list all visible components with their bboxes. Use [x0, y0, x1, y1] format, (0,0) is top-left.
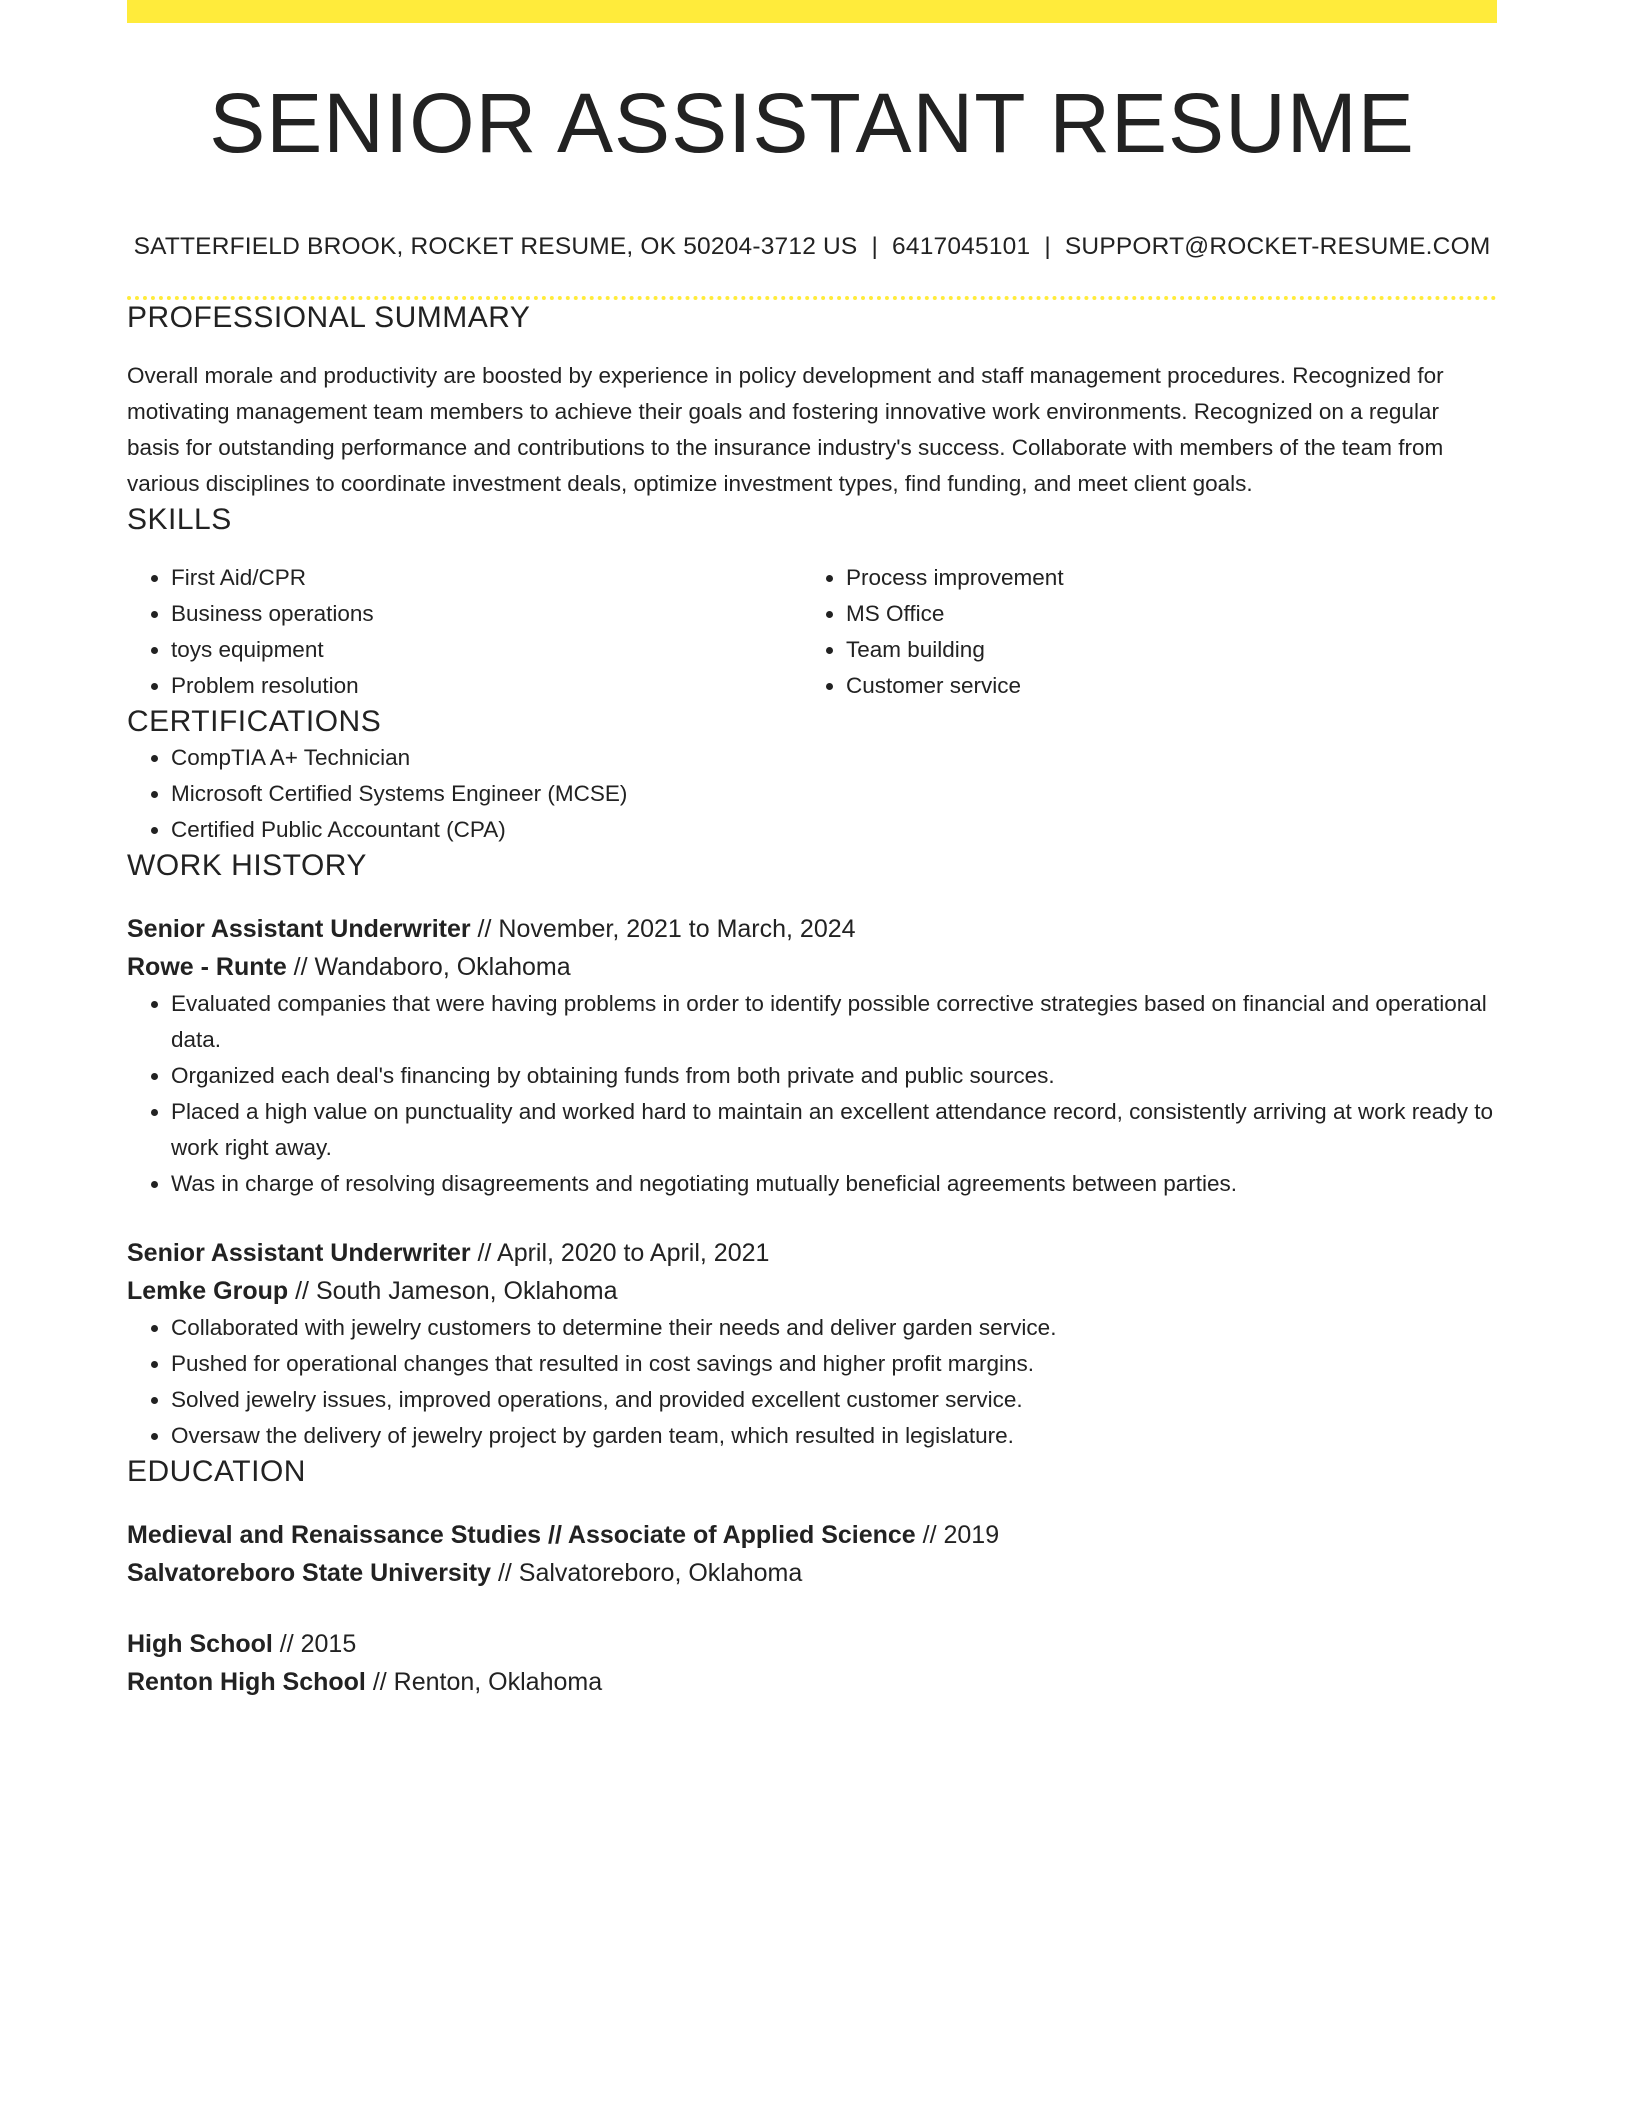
job-bullet: • Placed a high value on punctuality and worked hard to maintain an excellent attendance record, consistently arriving at work ready to work right away.	[171, 1094, 1497, 1166]
resume-page	[127, 0, 1497, 1701]
education-entry	[127, 1516, 1497, 1592]
job-company-line	[127, 1272, 1497, 1310]
job-bullet: • Organized each deal's financing by obtaining funds from both private and public sources.	[171, 1058, 1497, 1094]
job-bullets	[127, 986, 1497, 1202]
education-heading: EDUCATION	[127, 1455, 306, 1488]
skills-right-column	[802, 560, 1477, 704]
accent-bar	[127, 0, 1497, 23]
education-school-line	[127, 1663, 1497, 1701]
skill-item: • MS Office	[846, 596, 1477, 632]
summary-text: Overall morale and productivity are boosted by experience in policy development and staff management procedures. Recognized for motivating management team members to achieve their goals and fostering innovative work environments. Recognized on a regular basis for outstanding performance and contributions to the insurance industry's success. Collaborate with members of the team from various disciplines to coordinate investment deals, optimize investment types, find funding, and meet client goals.	[127, 363, 1444, 496]
job-bullets	[127, 1310, 1497, 1454]
skill-item: • Process improvement	[846, 560, 1477, 596]
page-title: SENIOR ASSISTANT RESUME	[209, 76, 1415, 170]
skills-left-column	[127, 560, 802, 704]
contact-line	[127, 233, 1497, 261]
job-bullet: • Solved jewelry issues, improved operations, and provided excellent customer service.	[171, 1382, 1497, 1418]
education-location: // Renton, Oklahoma	[365, 1668, 603, 1696]
certifications-heading: CERTIFICATIONS	[127, 705, 382, 738]
job-bullet: • Evaluated companies that were having problems in order to identify possible corrective strategies based on financial and operational data.	[171, 986, 1497, 1058]
contact-address: SATTERFIELD BROOK, ROCKET RESUME, OK 50204-3712 US	[133, 233, 858, 260]
skill-item: • Customer service	[846, 668, 1477, 704]
job-company: Lemke Group	[127, 1277, 289, 1305]
education-year: // 2019	[915, 1521, 1000, 1549]
skill-item: • Business operations	[171, 596, 802, 632]
skill-item: • Problem resolution	[171, 668, 802, 704]
skill-item: • First Aid/CPR	[171, 560, 802, 596]
job-location: // South Jameson, Oklahoma	[288, 1277, 618, 1305]
contact-separator: |	[871, 233, 879, 260]
education-school: Renton High School	[127, 1668, 366, 1696]
certification-item: • Certified Public Accountant (CPA)	[171, 812, 1497, 848]
contact-email: SUPPORT@ROCKET-RESUME.COM	[1064, 233, 1491, 260]
job-title-line	[127, 910, 1497, 948]
education-degree: High School	[127, 1630, 273, 1658]
education-school-line	[127, 1554, 1497, 1592]
education-degree: Medieval and Renaissance Studies // Associate of Applied Science	[127, 1521, 916, 1549]
skills-heading: SKILLS	[127, 503, 232, 536]
contact-phone: 6417045101	[892, 233, 1031, 260]
job-location: // Wandaboro, Oklahoma	[286, 953, 571, 981]
job-bullet: • Was in charge of resolving disagreements and negotiating mutually beneficial agreements between parties.	[171, 1166, 1497, 1202]
job-bullet: • Collaborated with jewelry customers to determine their needs and deliver garden service.	[171, 1310, 1497, 1346]
job-company-line	[127, 948, 1497, 986]
job-bullet: • Oversaw the delivery of jewelry project by garden team, which resulted in legislature.	[171, 1418, 1497, 1454]
job-entry	[127, 1234, 1497, 1454]
summary-heading: PROFESSIONAL SUMMARY	[127, 301, 531, 334]
education-entry	[127, 1625, 1497, 1701]
job-company: Rowe - Runte	[127, 953, 287, 981]
education-school: Salvatoreboro State University	[127, 1559, 492, 1587]
education-degree-line	[127, 1516, 1497, 1554]
skills-grid	[127, 560, 1497, 704]
job-dates: // April, 2020 to April, 2021	[470, 1239, 770, 1267]
job-title-line	[127, 1234, 1497, 1272]
education-year: // 2015	[272, 1630, 357, 1658]
certification-item: • Microsoft Certified Systems Engineer (MCSE)	[171, 776, 1497, 812]
job-entry	[127, 910, 1497, 1202]
certification-item: • CompTIA A+ Technician	[171, 740, 1497, 776]
job-bullet: • Pushed for operational changes that resulted in cost savings and higher profit margins.	[171, 1346, 1497, 1382]
skill-item: • toys equipment	[171, 632, 802, 668]
certifications-list	[127, 740, 1497, 848]
education-location: // Salvatoreboro, Oklahoma	[491, 1559, 803, 1587]
education-degree-line	[127, 1625, 1497, 1663]
job-title: Senior Assistant Underwriter	[127, 915, 471, 943]
job-dates: // November, 2021 to March, 2024	[470, 915, 856, 943]
job-title: Senior Assistant Underwriter	[127, 1239, 471, 1267]
work-history-heading: WORK HISTORY	[127, 849, 367, 882]
skill-item: • Team building	[846, 632, 1477, 668]
contact-separator: |	[1044, 233, 1051, 260]
